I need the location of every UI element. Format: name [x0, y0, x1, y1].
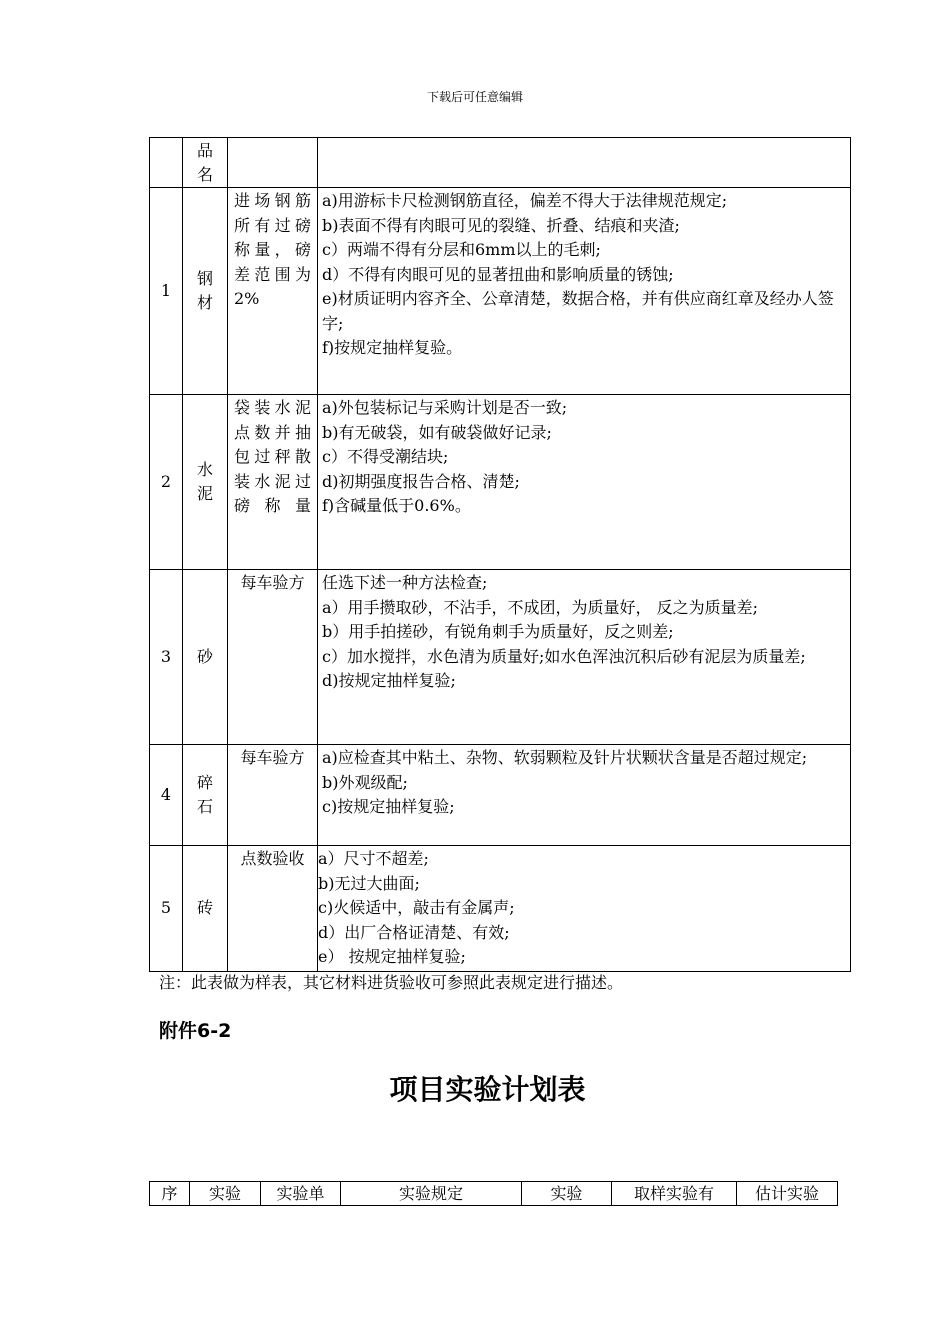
row-requirements: [318, 570, 851, 745]
row-method: 点数验收: [228, 846, 318, 972]
row-requirements: [318, 745, 851, 846]
requirement-line: 任选下述一种方法检查;: [322, 573, 488, 592]
row-method: 进场钢筋所有过磅称量，磅差范围为2%: [228, 188, 318, 395]
requirement-line: e)材质证明内容齐全、公章清楚，数据合格，并有供应商红章及经办人签字;: [322, 289, 834, 333]
plan-header-cell: 实验规定: [341, 1182, 522, 1206]
row-requirements: [318, 395, 851, 570]
requirement-line: c）加水搅拌，水色清为质量好;如水色浑浊沉积后砂有泥层为质量差;: [322, 646, 806, 666]
requirement-line: a)外包装标记与采购计划是否一致;: [322, 398, 568, 417]
requirement-line: b)外观级配;: [322, 772, 408, 792]
row-name: 砂: [183, 570, 228, 745]
header-requirements: [318, 138, 851, 188]
plan-header-cell: 实验: [522, 1182, 612, 1206]
requirement-line: b)无过大曲面;: [318, 873, 420, 893]
row-no: 4: [150, 745, 183, 846]
row-name: 钢材: [183, 188, 228, 395]
requirement-line: d）出厂合格证清楚、有效;: [318, 922, 510, 942]
experiment-plan-table: [149, 1181, 838, 1206]
plan-header-cell: 实验单: [261, 1182, 341, 1206]
requirement-line: c)按规定抽样复验;: [322, 797, 455, 816]
attachment-label: 附件6-2: [159, 1020, 232, 1042]
row-method: 每车验方: [228, 745, 318, 846]
table-note: 注：此表做为样表，其它材料进货验收可参照此表规定进行描述。: [159, 973, 624, 992]
requirement-line: f)含碱量低于0.6%。: [322, 496, 471, 515]
plan-header-cell: 取样实验有: [612, 1182, 737, 1206]
row-requirements: [318, 846, 851, 972]
table-row: [150, 570, 851, 745]
requirement-line: b)表面不得有肉眼可见的裂缝、折叠、结痕和夹渣;: [322, 215, 680, 235]
row-no: 2: [150, 395, 183, 570]
row-name: 砖: [183, 846, 228, 972]
row-no: 1: [150, 188, 183, 395]
table-row: [150, 745, 851, 846]
plan-header-cell: 序: [150, 1182, 190, 1206]
plan-header-row: [150, 1182, 838, 1206]
row-name: 碎石: [183, 745, 228, 846]
header-method: [228, 138, 318, 188]
table-row: [150, 188, 851, 395]
requirement-line: b）用手拍搓砂，有锐角刺手为质量好，反之则差;: [322, 622, 674, 641]
plan-title: 项目实验计划表: [389, 1073, 586, 1106]
requirement-line: a）用手攒取砂，不沾手，不成团，为质量好， 反之为质量差;: [322, 597, 759, 617]
header-note: 下载后可任意编辑: [426, 90, 523, 104]
requirement-line: e） 按规定抽样复验;: [318, 947, 466, 966]
material-inspection-table: [149, 137, 851, 972]
requirement-line: c)火候适中，敲击有金属声;: [318, 898, 515, 917]
requirement-line: a)应检查其中粘土、杂物、软弱颗粒及针片状颗状含量是否超过规定;: [322, 748, 808, 767]
row-no: 5: [150, 846, 183, 972]
row-method: 每车验方: [228, 570, 318, 745]
table-row: [150, 395, 851, 570]
requirement-line: a）尺寸不超差;: [318, 849, 429, 868]
row-method: 袋装水泥点数并抽包过秤散装水泥过磅称量: [228, 395, 318, 570]
header-no: [150, 138, 183, 188]
plan-header-cell: 估计实验: [737, 1182, 838, 1206]
requirement-line: b)有无破袋，如有破袋做好记录;: [322, 422, 552, 442]
requirement-line: c）不得受潮结块;: [322, 447, 449, 466]
table-header-row: [150, 138, 851, 188]
plan-header-cell: 实验: [190, 1182, 261, 1206]
row-requirements: [318, 188, 851, 395]
requirement-line: a)用游标卡尺检测钢筋直径，偏差不得大于法律规范规定;: [322, 191, 728, 210]
header-name: 品名: [183, 138, 228, 188]
requirement-line: d)初期强度报告合格、清楚;: [322, 471, 520, 491]
row-name: 水泥: [183, 395, 228, 570]
requirement-line: d）不得有肉眼可见的显著扭曲和影响质量的锈蚀;: [322, 264, 674, 284]
table-row: [150, 846, 851, 972]
requirement-line: d)按规定抽样复验;: [322, 671, 456, 690]
requirement-line: f)按规定抽样复验。: [322, 338, 463, 357]
requirement-line: c）两端不得有分层和6mm以上的毛刺;: [322, 240, 601, 259]
row-no: 3: [150, 570, 183, 745]
